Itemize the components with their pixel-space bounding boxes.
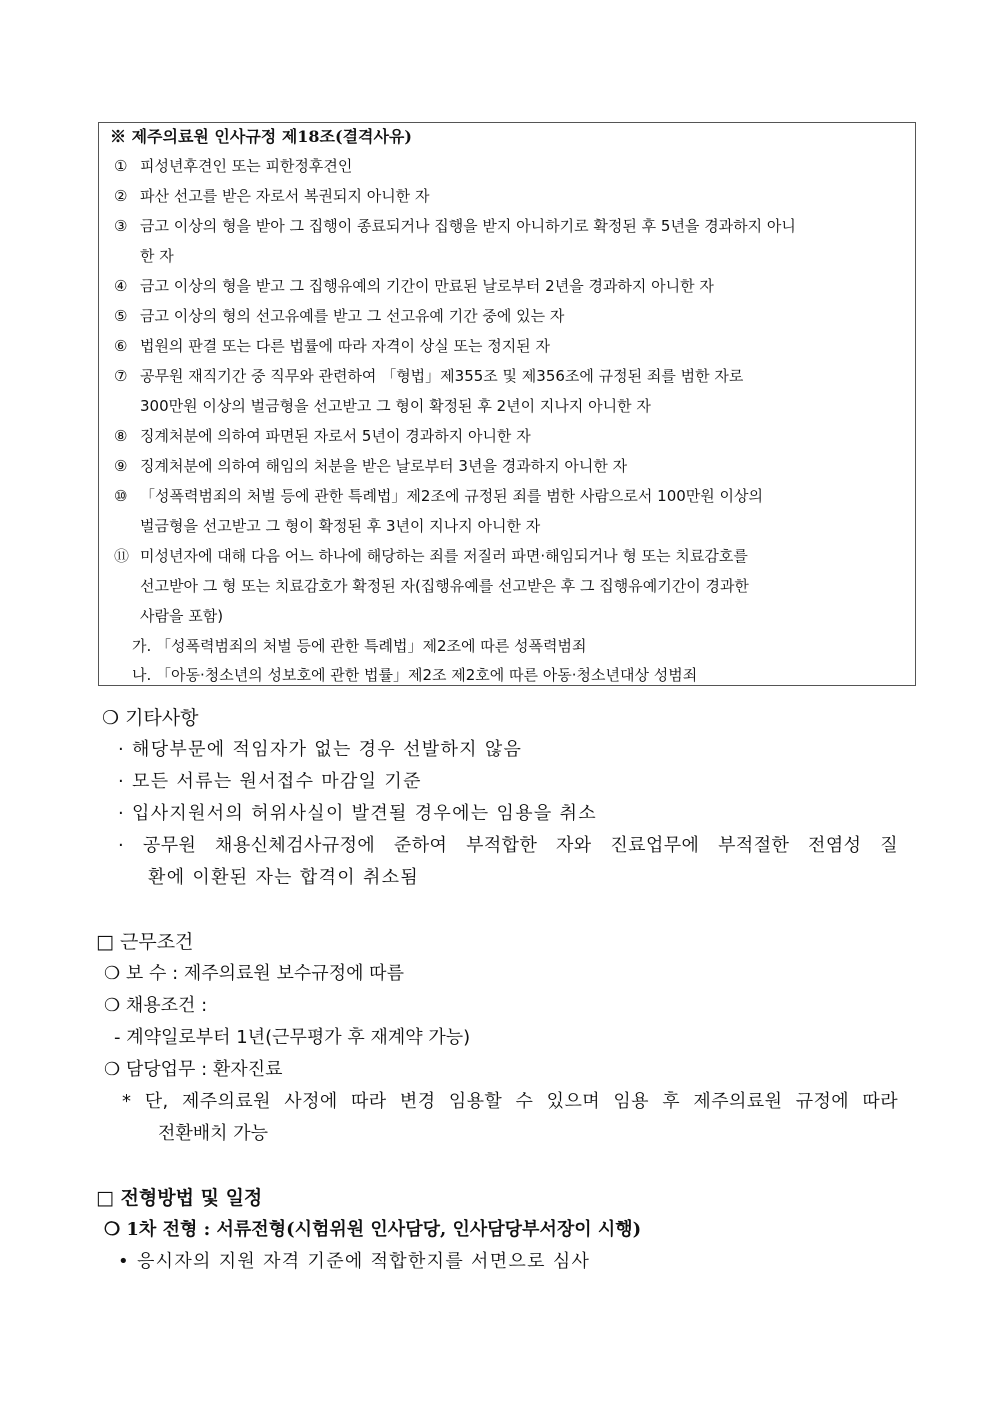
list-item: ⑨ 징계처분에 의하여 해임의 처분을 받은 날로부터 3년을 경과하지 아니한 자 [114,457,628,475]
list-item: ⑥ 법원의 판결 또는 다른 법률에 따라 자격이 상실 또는 정지된 자 [114,337,550,355]
list-item: ⑪ 미성년자에 대해 다음 어느 하나에 해당하는 죄를 저질러 파면·해임되거나 형 또는 치료감호를 [114,547,748,565]
work-heading: □ 근무조건 [96,931,194,953]
list-item-continuation: 한 자 [140,247,174,265]
note-continuation: 전환배치 가능 [158,1123,269,1144]
list-item: ① 피성년후견인 또는 피한정후견인 [114,157,353,175]
etc-line: · 입사지원서의 허위사실이 발견될 경우에는 임용을 취소 [118,803,597,824]
note-line: * 단, 제주의료원 사정에 따라 변경 임용할 수 있으며 임용 후 제주의료원 규정에 따라 [122,1091,898,1112]
selection-step1-detail: • 응시자의 지원 자격 기준에 적합한지를 서면으로 심사 [118,1251,591,1272]
list-item: ⑧ 징계처분에 의하여 파면된 자로서 5년이 경과하지 아니한 자 [114,427,531,445]
list-item-continuation: 벌금형을 선고받고 그 형이 확정된 후 3년이 지나지 아니한 자 [140,517,541,535]
sub-item: 가. 「성폭력범죄의 처벌 등에 관한 특례법」제2조에 따른 성폭력범죄 [132,637,587,655]
box-title: ※ 제주의료원 인사규정 제18조(결격사유) [110,127,412,146]
duty-line: ❍ 담당업무 : 환자진료 [104,1059,283,1080]
sub-item: 나. 「아동·청소년의 성보호에 관한 법률」제2조 제2호에 따른 아동·청소년대상 성범죄 [132,666,698,684]
list-item: ⑩ 「성폭력범죄의 처벌 등에 관한 특례법」제2조에 규정된 죄를 범한 사람으로서 100만원 이상의 [114,487,764,505]
selection-step1: ❍ 1차 전형 : 서류전형(시험위원 인사담당, 인사담당부서장이 시행) [104,1219,642,1240]
selection-heading: □ 전형방법 및 일정 [96,1187,263,1209]
list-item-continuation: 선고받아 그 형 또는 치료감호가 확정된 자(집행유예를 선고받은 후 그 집행유예기간이 경과한 [140,577,749,595]
etc-line: · 해당부문에 적임자가 없는 경우 선발하지 않음 [118,739,523,760]
list-item: ⑤ 금고 이상의 형의 선고유예를 받고 그 선고유예 기간 중에 있는 자 [114,307,565,325]
etc-heading: ❍ 기타사항 [102,707,199,729]
terms-line: ❍ 채용조건 : [104,995,208,1016]
etc-line: · 모든 서류는 원서접수 마감일 기준 [118,771,422,792]
list-item: ⑦ 공무원 재직기간 중 직무와 관련하여 「형법」제355조 및 제356조에 규정된 죄를 범한 자로 [114,367,744,385]
terms-detail: - 계약일로부터 1년(근무평가 후 재계약 가능) [114,1027,471,1048]
pay-line: ❍ 보 수 : 제주의료원 보수규정에 따름 [104,963,404,984]
etc-line: · 공무원 채용신체검사규정에 준하여 부적합한 자와 진료업무에 부적절한 전염성 질 [118,835,898,856]
etc-line-continuation: 환에 이환된 자는 합격이 취소됨 [148,867,420,888]
list-item-continuation: 사람을 포함) [140,607,224,625]
list-item: ④ 금고 이상의 형을 받고 그 집행유예의 기간이 만료된 날로부터 2년을 경과하지 아니한 자 [114,277,714,295]
list-item: ② 파산 선고를 받은 자로서 복권되지 아니한 자 [114,187,430,205]
list-item: ③ 금고 이상의 형을 받아 그 집행이 종료되거나 집행을 받지 아니하기로 확정된 후 5년을 경과하지 아니 [114,217,796,235]
list-item-continuation: 300만원 이상의 벌금형을 선고받고 그 형이 확정된 후 2년이 지나지 아니한 자 [140,397,651,415]
